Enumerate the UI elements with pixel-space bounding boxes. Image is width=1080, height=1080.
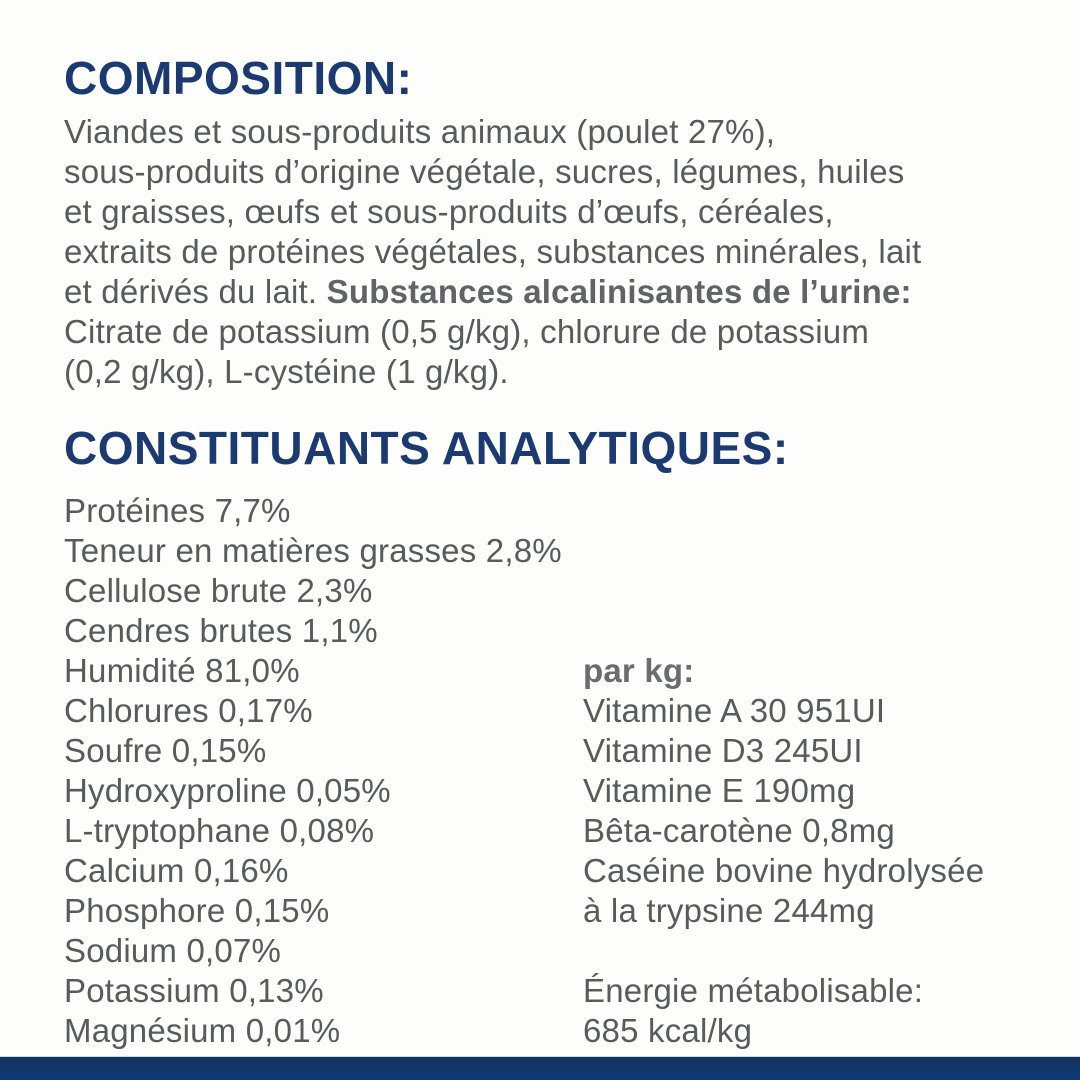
analytical-item: Sodium 0,07% (64, 932, 282, 969)
analytical-item: Calcium 0,16% (64, 852, 289, 889)
analytical-item: Humidité 81,0% (64, 652, 300, 689)
per-kg-items (583, 691, 984, 931)
energy-block (583, 971, 984, 1051)
per-kg-header: par kg: (583, 652, 695, 689)
analytical-item: Soufre 0,15% (64, 732, 267, 769)
analytical-item: Cendres brutes 1,1% (64, 612, 378, 649)
composition-line: Viandes et sous-produits animaux (poulet 27%), (64, 113, 776, 150)
composition-line: (0,2 g/kg), L-cystéine (1 g/kg). (64, 353, 509, 390)
per-kg-item: Vitamine D3 245UI (583, 732, 863, 769)
composition-line: et dérivés du lait. Substances alcalinisantes de l’urine: (64, 273, 912, 310)
analytical-item: Teneur en matières grasses 2,8% (64, 532, 562, 569)
per-kg-item: Vitamine E 190mg (583, 772, 856, 809)
per-kg-item: Caséine bovine hydrolysée (583, 852, 985, 889)
analytical-item: Chlorures 0,17% (64, 692, 313, 729)
energy-value: 685 kcal/kg (583, 1012, 753, 1049)
analytical-item: Hydroxyproline 0,05% (64, 772, 391, 809)
composition-line: extraits de protéines végétales, substances minérales, lait (64, 233, 922, 270)
footer-bar (0, 1056, 1080, 1080)
composition-line: sous-produits d’origine végétale, sucres, légumes, huiles (64, 153, 905, 190)
composition-text (64, 112, 921, 392)
per-kg-item: à la trypsine 244mg (583, 892, 875, 929)
per-kg-item: Bêta-carotène 0,8mg (583, 812, 895, 849)
composition-line: Citrate de potassium (0,5 g/kg), chlorure de potassium (64, 313, 870, 350)
composition-line: et graisses, œufs et sous-produits d’œufs, céréales, (64, 193, 834, 230)
energy-label: Énergie métabolisable: (583, 972, 924, 1009)
analytical-left-column (64, 491, 562, 1051)
analytical-heading: CONSTITUANTS ANALYTIQUES: (64, 422, 789, 474)
analytical-item: Magnésium 0,01% (64, 1012, 341, 1049)
composition-heading: COMPOSITION: (64, 52, 413, 104)
analytical-item: L-tryptophane 0,08% (64, 812, 375, 849)
analytical-item: Potassium 0,13% (64, 972, 324, 1009)
analytical-item: Phosphore 0,15% (64, 892, 330, 929)
analytical-item: Cellulose brute 2,3% (64, 572, 373, 609)
per-kg-item: Vitamine A 30 951UI (583, 692, 886, 729)
analytical-right-column (583, 651, 984, 1051)
analytical-item: Protéines 7,7% (64, 492, 291, 529)
